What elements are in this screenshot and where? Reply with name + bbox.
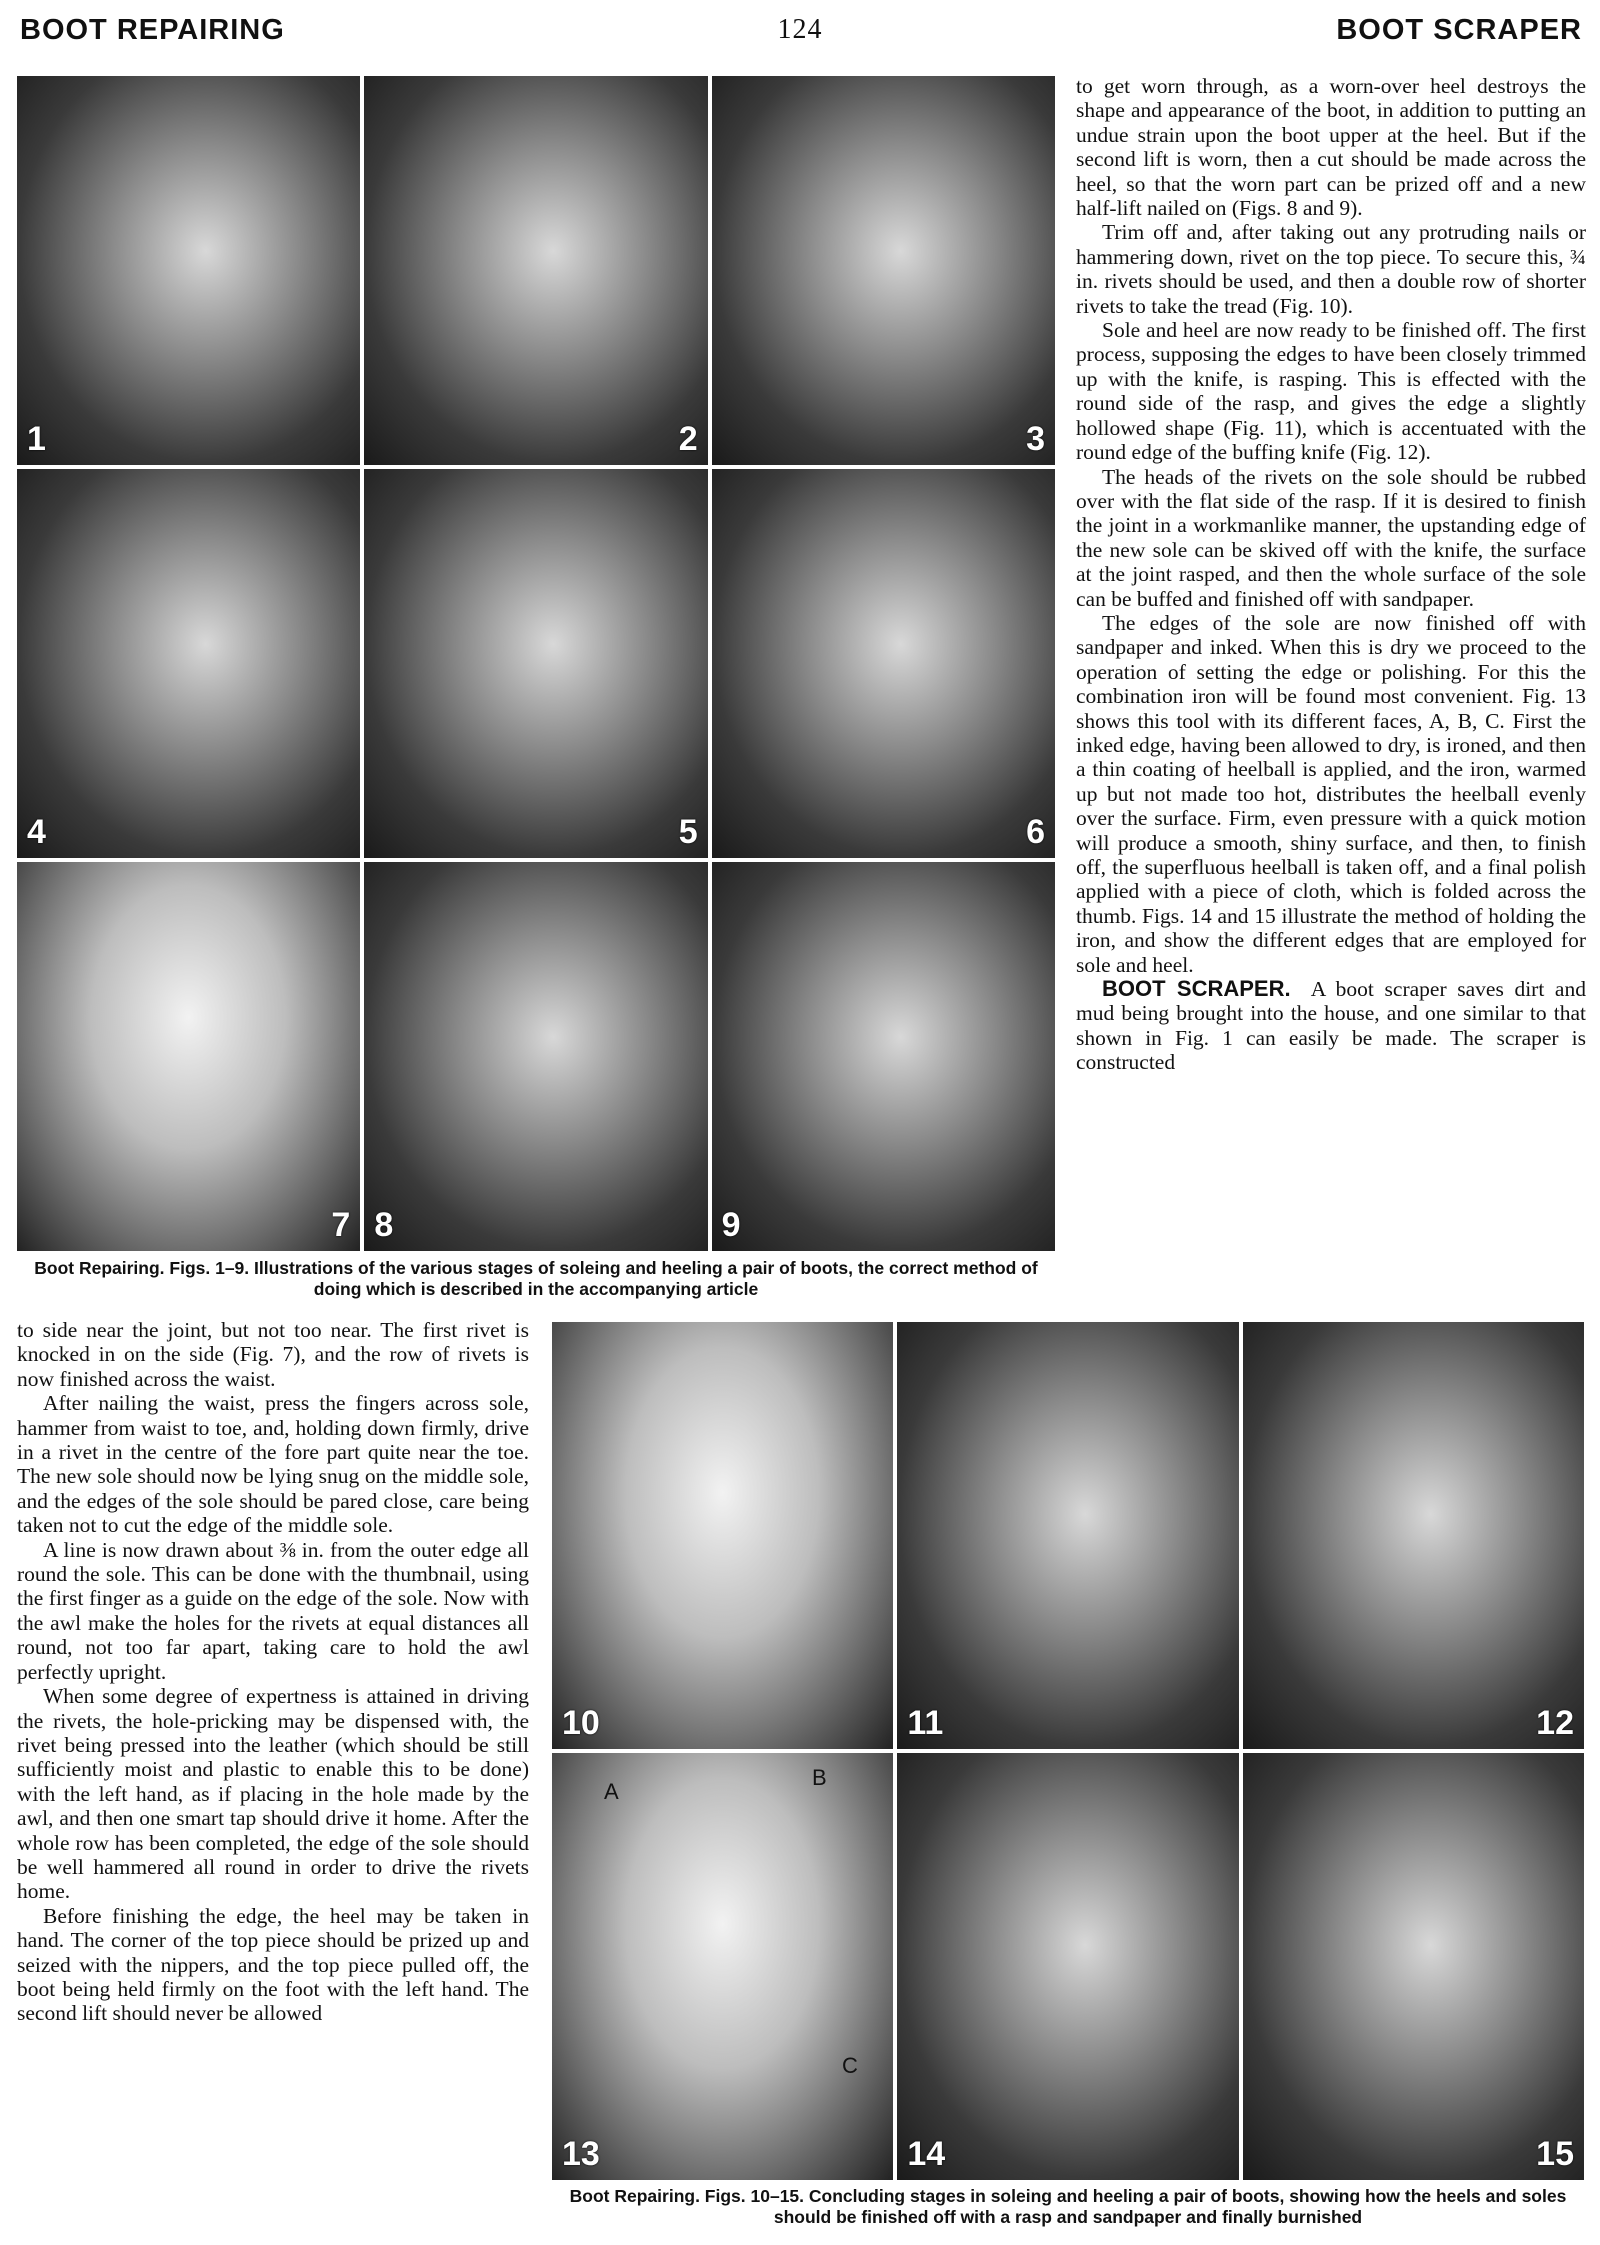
paragraph: The edges of the sole are now finished off with sandpaper and inked. When this is dry we proceed to the operation of setting the edge or polishing. For this the combination iron will be found most convenient. Fig. 13 shows this tool with its different faces, A, B, C. First the inked edge, having been allowed to dry, is ironed, and then a thin coating of heelball is applied, and the iron, warmed up but not made too hot, distributes the heelball evenly over the surface. Firm, even pressure with a quick motion will produce a smooth, shiny surface, and then, to finish off, the superfluous heelball is taken off, and a final polish applied with a piece of cloth, which is folded across the thumb. Figs. 14 and 15 illustrate the method of holding the iron, and show the different edges that are employed for sole and heel. [1076,610,1586,977]
figures-1-9-caption: Boot Repairing. Figs. 1–9. Illustrations of the various stages of soleing and heeling a pair of boots, the correct method of doing which is described in the accompanying article [34,1258,1038,1299]
page-number: 124 [777,14,823,45]
figure-photo [17,862,360,1251]
figure-photo [712,862,1055,1251]
figure-number: 8 [374,1206,394,1244]
figure-photo [364,469,707,858]
paragraph: The heads of the rivets on the sole should be rubbed over with the flat side of the rasp. If it is desired to finish the joint in a workmanlike manner, the upstanding edge of the new sole can be skived off with the knife, the surface at the joint rasped, and then the whole surface of the sole can be buffed and finished off with sandpaper. [1076,464,1586,611]
figure-photo [1243,1753,1584,2180]
left-text-column [17,1318,529,2026]
figure-number: 13 [562,2135,600,2173]
paragraph: When some degree of expertness is attained in driving the rivets, the hole-pricking may be dispensed with, the rivet being pressed into the leather (which should be still sufficiently moist and plastic to enable this to be done) with the left hand, as if placing in the hole made by the awl, and then one smart tap should drive it home. After the whole row has been completed, the edge of the sole should be well hammered all round in order to drive the rivets home. [17,1684,529,1904]
figure-number: 11 [907,1704,944,1742]
figures-1-9-grid [17,76,1055,1251]
boot-scraper-paragraph [1076,977,1586,1075]
figures-10-15-caption: Boot Repairing. Figs. 10–15. Concluding stages in soleing and heeling a pair of boots, showing how the heels and soles should be finished off with a rasp and sandpaper and finally burnished [569,2186,1567,2227]
figure-photo [17,469,360,858]
face-label-c: C [842,2053,858,2078]
figure-number: 7 [331,1206,351,1244]
face-label-b: B [812,1765,827,1790]
running-head-left: BOOT REPAIRING [20,14,285,46]
figure-number: 6 [1026,813,1045,851]
figure-number: 15 [1536,2135,1574,2173]
figure-photo [17,76,360,465]
paragraph: to get worn through, as a worn-over heel destroys the shape and appearance of the boot, in addition to putting an undue strain upon the boot upper at the heel. But if the second lift is worn, then a cut should be made across the heel, so that the worn part can be prized off and a new half-lift nailed on (Figs. 8 and 9). [1076,74,1586,221]
figure-photo [364,76,707,465]
figure-photo [712,469,1055,858]
paragraph: to side near the joint, but not too near. The first rivet is knocked in on the side (Fig. 7), and the row of rivets is now finished across the waist. [17,1318,529,1391]
figure-photo [364,862,707,1251]
figure-photo [712,76,1055,465]
paragraph: Trim off and, after taking out any protruding nails or hammering down, rivet on the top piece. To secure this, ¾ in. rivets should be used, and then a double row of shorter rivets to take the tread (Fig. 10). [1076,220,1586,318]
figure-number: 2 [678,420,698,458]
figure-number: 9 [721,1206,741,1244]
paragraph: A line is now drawn about ⅜ in. from the outer edge all round the sole. This can be done with the thumbnail, using the first finger as a guide on the edge of the sole. Now with the awl make the holes for the rivets at equal distances all round, not too far apart, taking care to hold the awl perfectly upright. [17,1537,529,1684]
right-text-column [1076,74,1586,1075]
figure-number: 3 [1026,420,1045,458]
paragraph: Sole and heel are now ready to be finished off. The first process, supposing the edges to have been closely trimmed up with the knife, is rasping. This is effected with the round side of the rasp, and gives the edge a slightly hollowed shape (Fig. 11), which is accentuated with the round edge of the buffing knife (Fig. 12). [1076,318,1586,465]
paragraph-text: A boot scraper saves dirt and mud being brought into the house, and one similar to that shown in Fig. 1 can easily be made. The scraper is constructed [1076,977,1586,1075]
figure-number: 1 [27,420,46,458]
figure-photo [552,1322,893,1749]
running-head-right: BOOT SCRAPER [1336,14,1582,46]
paragraph: After nailing the waist, press the fingers across sole, hammer from waist to toe, and, holding down firmly, drive in a rivet in the centre of the fore part quite near the toe. The new sole should now be lying snug on the middle sole, and the edges of the sole should be pared close, care being taken not to cut the edge of the middle sole. [17,1391,529,1538]
section-heading: BOOT SCRAPER. [1102,976,1291,1002]
figure-number: 5 [678,813,698,851]
face-label-a: A [604,1779,619,1804]
figure-number: 4 [27,813,46,851]
figure-photo [1243,1322,1584,1749]
figure-number: 10 [562,1704,600,1742]
paragraph: Before finishing the edge, the heel may be taken in hand. The corner of the top piece should be prized up and seized with the nippers, and the top piece pulled off, the boot being held firmly on the foot with the left hand. The second lift should never be allowed [17,1903,529,2026]
figure-number: 12 [1536,1704,1574,1742]
figure-number: 14 [907,2135,946,2173]
figure-photo-combination-iron [552,1753,893,2180]
figures-10-15-grid [552,1322,1584,2180]
figure-photo [897,1322,1238,1749]
figure-photo [897,1753,1238,2180]
